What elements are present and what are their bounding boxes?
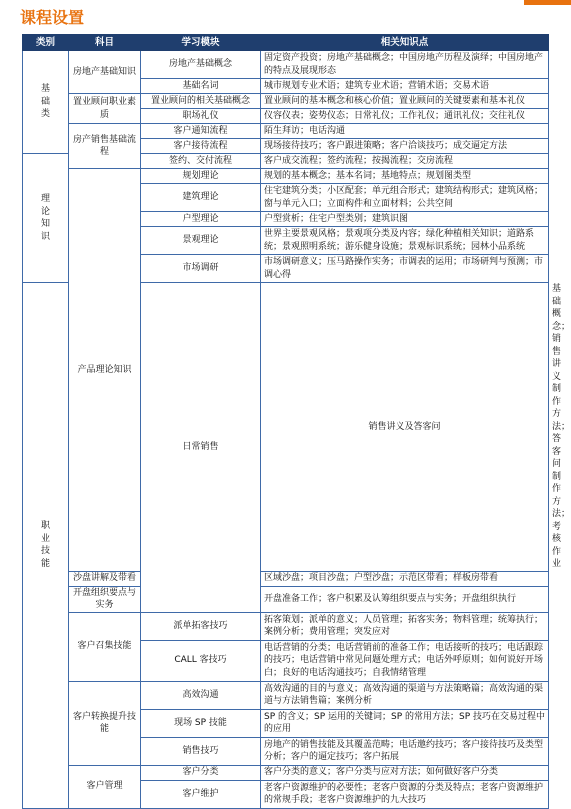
subject-cell: 日常销售 [141,283,261,613]
module-cell: 建筑理论 [141,184,261,212]
subject-cell: 房地产基础知识 [69,51,141,94]
module-cell: 职场礼仪 [141,109,261,124]
module-cell: 销售讲义及答客问 [261,283,549,572]
knowledge-cell: 住宅建筑分类；小区配套；单元组合形式；建筑结构形式；建筑风格；窗与单元入口；立面构件和立面材料；公共空间 [261,184,549,212]
knowledge-cell: 区域沙盘；项目沙盘；户型沙盘；示范区带看；样板房带看 [261,571,549,586]
table-row [23,51,549,79]
module-cell: 派单拓客技巧 [141,612,261,640]
knowledge-cell: 老客户资源维护的必要性；老客户资源的分类及特点；老客户资源维护的常规手段；老客户资源维护的九大技巧 [261,780,549,808]
header-category: 类别 [23,35,69,51]
module-cell: 户型理论 [141,212,261,227]
knowledge-cell: 开盘准备工作；客户积累及认筹组织要点与实务；开盘组织执行 [261,586,549,612]
module-cell: 现场 SP 技能 [141,709,261,737]
table-row [23,94,549,109]
module-cell: 规划理论 [141,169,261,184]
knowledge-cell: 现场接待技巧；客户跟进策略；客户洽谈技巧；成交逼定方法 [261,139,549,154]
knowledge-cell: 电话营销的分类；电话营销前的准备工作；电话接听的技巧；电话跟踪的技巧；电话营销中常见问题处理方式；电话外呼原则；如何说好开场白；良好的电话沟通技巧；自我情绪管理 [261,640,549,681]
subject-cell: 客户管理 [69,765,141,808]
subject-cell: 客户召集技能 [69,612,141,681]
knowledge-cell: 客户成交流程；签约流程；按揭流程；交房流程 [261,154,549,169]
knowledge-cell: SP 的含义；SP 运用的关键词；SP 的常用方法；SP 技巧在交易过程中的应用 [261,709,549,737]
knowledge-cell: 陌生拜访；电话沟通 [261,124,549,139]
table-header-row [23,35,549,51]
module-cell: 客户分类 [141,765,261,780]
module-cell: 开盘组织要点与实务 [69,586,141,612]
knowledge-cell: 客户分类的意义；客户分类与应对方法；如何做好客户分类 [261,765,549,780]
page-title: 课程设置 [20,8,85,27]
category-cell [23,51,69,154]
header-module: 学习模块 [141,35,261,51]
knowledge-cell: 市场调研意义；压马路操作实务；市调表的运用；市场研判与预测；市调心得 [261,255,549,283]
knowledge-cell: 世界主要景观风格；景观项分类及内容；绿化种植相关知识；道路系统；景观照明系统；游乐健身设施；景观标识系统；园林小品系统 [261,227,549,255]
subject-cell: 房产销售基础流程 [69,124,141,169]
table-body [23,51,571,809]
knowledge-cell: 仪容仪表；姿势仪态；日常礼仪；工作礼仪；通讯礼仪；交往礼仪 [261,109,549,124]
module-cell: 市场调研 [141,255,261,283]
table-row [23,765,549,780]
module-cell: 房地产基础概念 [141,51,261,79]
knowledge-cell: 置业顾问的基本概念和核心价值；置业顾问的关键要素和基本礼仪 [261,94,549,109]
knowledge-cell: 固定资产投资；房地产基础概念；中国房地产历程及演绎；中国房地产的特点及展现形态 [261,51,549,79]
subject-cell: 置业顾问职业素质 [69,94,141,124]
header-subject: 科目 [69,35,141,51]
category-cell [23,154,69,283]
category-cell [23,283,69,809]
knowledge-cell: 房地产的销售技能及其覆盖范畴；电话邀约技巧；客户接待技巧及类型分析；客户的逼定技巧；客户拓展 [261,737,549,765]
table-row [23,586,549,612]
module-cell: 沙盘讲解及带看 [69,571,141,586]
orange-corner-decoration [524,0,571,5]
module-cell: 客户维护 [141,780,261,808]
module-cell: 基础名词 [141,79,261,94]
knowledge-cell: 规划的基本概念；基本名词；基地特点；规划图类型 [261,169,549,184]
course-table [22,34,571,809]
module-cell: 景观理论 [141,227,261,255]
category-label: 职业技能 [40,521,50,569]
category-label: 基础类 [40,84,50,120]
knowledge-cell: 高效沟通的目的与意义；高效沟通的渠道与方法策略篇；高效沟通的渠道与方法销售篇；案例分析 [261,681,549,709]
knowledge-cell: 城市规划专业术语；建筑专业术语；营销术语；交易术语 [261,79,549,94]
table-row [23,124,549,139]
module-cell: 客户接待流程 [141,139,261,154]
table-row [23,612,549,640]
table-row [23,571,549,586]
module-cell: CALL 客技巧 [141,640,261,681]
module-cell: 置业顾问的相关基础概念 [141,94,261,109]
subject-cell: 产品理论知识 [69,169,141,572]
table-row [23,169,549,184]
module-cell: 销售技巧 [141,737,261,765]
subject-cell: 客户转换提升技能 [69,681,141,765]
header-knowledge: 相关知识点 [261,35,549,51]
module-cell: 签约、交付流程 [141,154,261,169]
table-row [23,681,549,709]
module-cell: 客户通知流程 [141,124,261,139]
module-cell: 高效沟通 [141,681,261,709]
table-row: 职业技能 日常销售 销售讲义及答客问 基础概念；销售讲义制作方法；答客问制作方法；考核作业 [23,283,549,572]
category-label: 理论知识 [40,194,50,242]
knowledge-cell: 拓客策划；派单的意义；人员管理；拓客实务；物料管理；统筹执行；案例分析；费用管理；突发应对 [261,612,549,640]
knowledge-cell: 户型赏析；住宅户型类别；建筑识图 [261,212,549,227]
